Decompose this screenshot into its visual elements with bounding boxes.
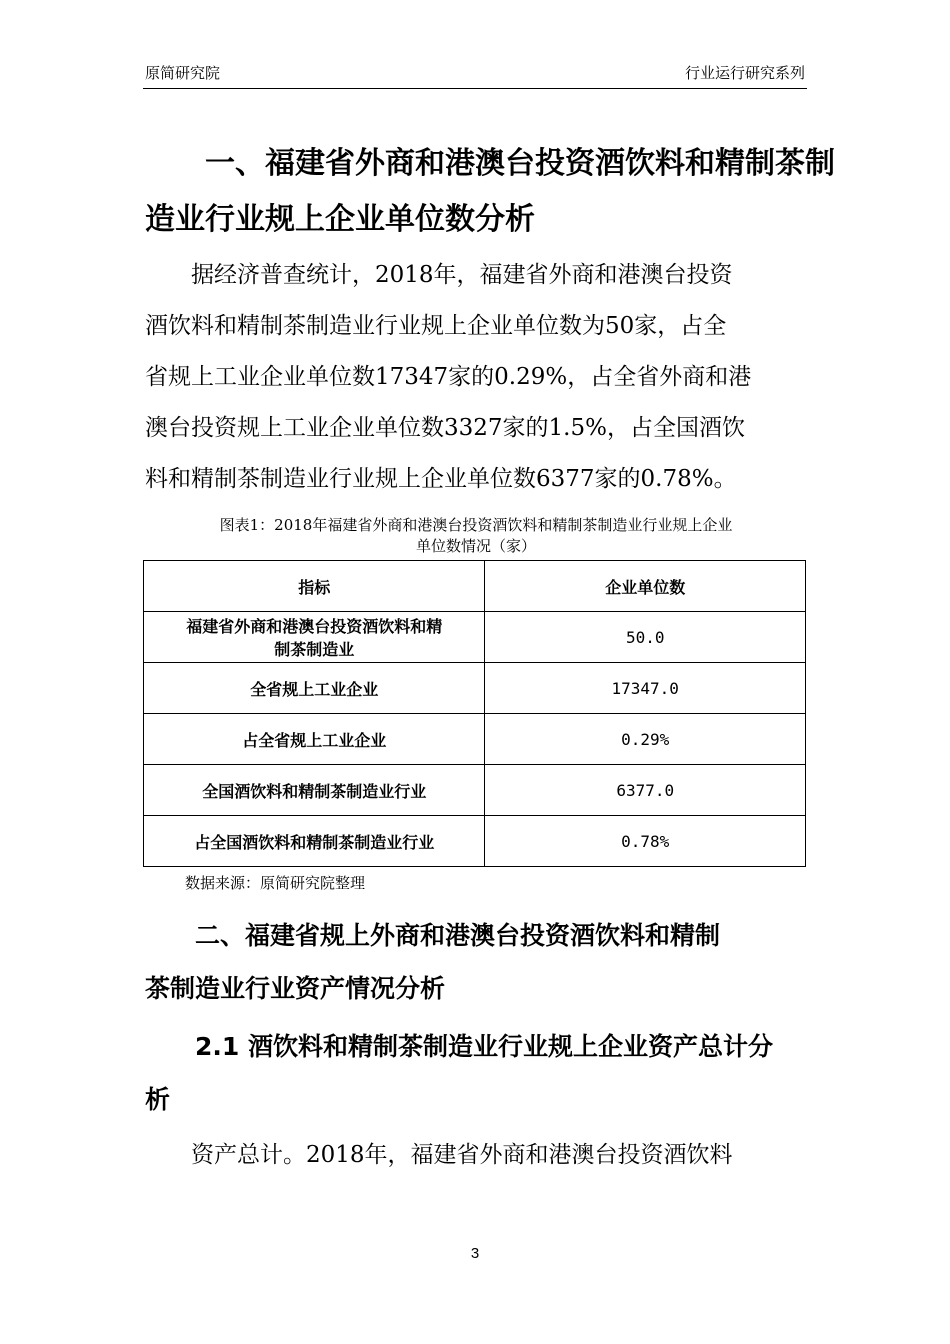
row-indicator: 全国酒饮料和精制茶制造业行业 [144, 765, 485, 816]
subsection-title-line: 析 [145, 1085, 171, 1114]
row-indicator: 占全省规上工业企业 [144, 714, 485, 765]
section2-title [145, 909, 807, 1015]
table-row [144, 816, 806, 867]
section2-paragraph [145, 1130, 807, 1181]
row-indicator [144, 612, 485, 663]
row-value: 50.0 [485, 612, 806, 663]
row-value: 6377.0 [485, 765, 806, 816]
table-caption-line: 单位数情况（家） [415, 537, 536, 555]
subsection-title [145, 1020, 807, 1126]
table-source-note: 数据来源：原简研究院整理 [185, 874, 366, 892]
table-caption [145, 515, 807, 557]
row-indicator-line: 制茶制造业 [274, 640, 355, 659]
table-row [144, 612, 806, 663]
section1-title-line: 一、福建省外商和港澳台投资酒饮料和精制茶制 [205, 146, 835, 181]
row-value: 0.78% [485, 816, 806, 867]
header-org: 原简研究院 [145, 64, 221, 82]
table-row [144, 714, 806, 765]
paragraph-line: 酒饮料和精制茶制造业行业规上企业单位数为50家，占全 [145, 313, 727, 339]
section2-title-line: 茶制造业行业资产情况分析 [145, 974, 446, 1003]
table-row [144, 765, 806, 816]
header-rule [143, 88, 807, 89]
table-header-row [144, 561, 806, 612]
row-value: 0.29% [485, 714, 806, 765]
row-indicator-line: 福建省外商和港澳台投资酒饮料和精 [186, 617, 443, 636]
section1-title [145, 136, 835, 248]
table-caption-line: 图表1：2018年福建省外商和港澳台投资酒饮料和精制茶制造业行业规上企业 [219, 516, 733, 534]
column-header-indicator: 指标 [144, 561, 485, 612]
page-number: 3 [470, 1245, 480, 1262]
paragraph-line: 料和精制茶制造业行业规上企业单位数6377家的0.78%。 [145, 466, 737, 492]
section1-title-line: 造业行业规上企业单位数分析 [145, 202, 535, 237]
table-row [144, 663, 806, 714]
row-indicator: 全省规上工业企业 [144, 663, 485, 714]
paragraph-line: 资产总计。2018年，福建省外商和港澳台投资酒饮料 [191, 1142, 733, 1168]
column-header-count: 企业单位数 [485, 561, 806, 612]
paragraph-line: 省规上工业企业单位数17347家的0.29%，占全省外商和港 [145, 364, 752, 390]
subsection-title-line: 2.1 酒饮料和精制茶制造业行业规上企业资产总计分 [195, 1032, 773, 1061]
paragraph-line: 据经济普查统计，2018年，福建省外商和港澳台投资 [191, 262, 733, 288]
row-value: 17347.0 [485, 663, 806, 714]
row-indicator: 占全国酒饮料和精制茶制造业行业 [144, 816, 485, 867]
paragraph-line: 澳台投资规上工业企业单位数3327家的1.5%，占全国酒饮 [145, 415, 745, 441]
section2-title-line: 二、福建省规上外商和港澳台投资酒饮料和精制 [195, 921, 721, 950]
header-series: 行业运行研究系列 [684, 64, 805, 82]
enterprise-count-table [143, 560, 806, 867]
section1-paragraph [145, 250, 807, 505]
